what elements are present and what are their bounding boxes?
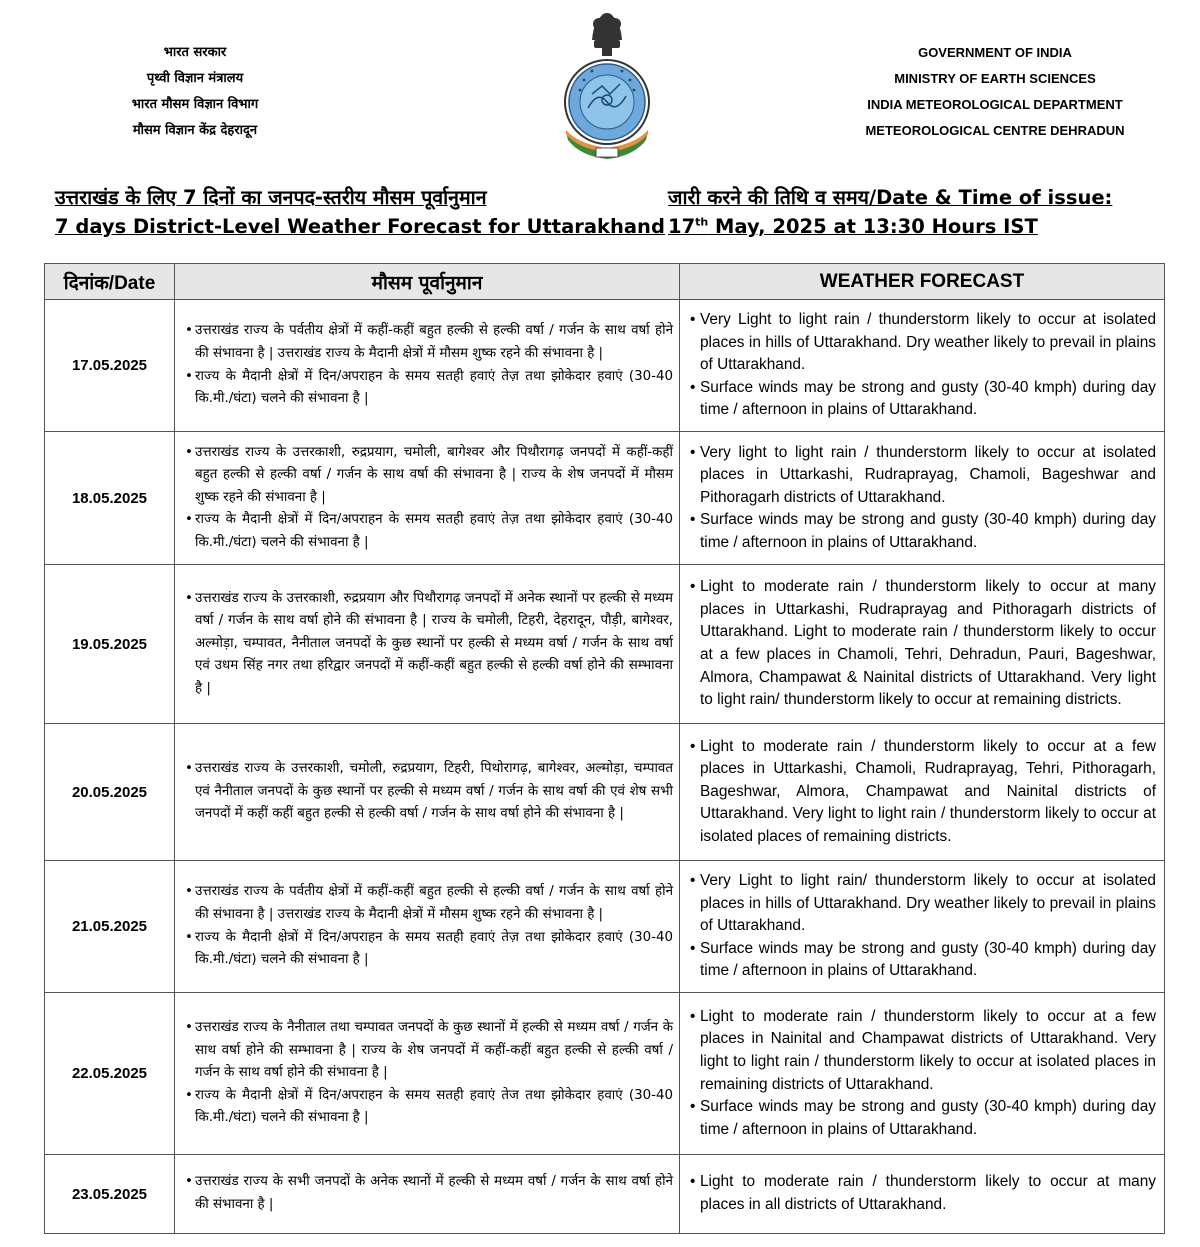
forecast-date: 21.05.2025 — [45, 861, 175, 993]
header-weather-forecast: WEATHER FORECAST — [680, 264, 1165, 300]
forecast-text: उत्तराखंड राज्य के उत्तरकाशी, रुद्रप्रयाग और पिथौरागढ़ जनपदों में अनेक स्थानों पर हल्की से मध्यम वर्षा / गर्जन के साथ वर्षा होने की संभावना है | राज्य के चमोली, टिहरी, देहरादून, पौड़ी, बागेश्वर, अल्मोड़ा, चम्पावत, नैनीताल जनपदों के कुछ स्थानों पर हल्की से मध्यम वर्षा / गर्जन के साथ वर्षा एवं उधम सिंह नगर तथा हरिद्वार जनपदों में कहीं-कहीं बहुत हल्की से हल्की वर्षा होने की सम्भावना है | — [195, 590, 673, 696]
forecast-text: Surface winds may be strong and gusty (30-40 kmph) during day time / afternoon in plains of Uttarakhand. — [700, 511, 1156, 551]
title-hindi: उत्तराखंड के लिए 7 दिनों का जनपद-स्तरीय मौसम पूर्वानुमान — [55, 186, 487, 209]
table-body — [45, 300, 1165, 1234]
forecast-text: Surface winds may be strong and gusty (30-40 kmph) during day time / afternoon in plains of Uttarakhand. — [700, 1098, 1156, 1138]
table-row — [45, 565, 1165, 724]
header-english — [850, 40, 1140, 144]
forecast-date: 23.05.2025 — [45, 1155, 175, 1234]
header-english-line: GOVERNMENT OF INDIA — [918, 45, 1072, 60]
forecast-text: उत्तराखंड राज्य के सभी जनपदों के अनेक स्थानों में हल्की से मध्यम वर्षा / गर्जन के साथ वर्षा होने की संभावना है | — [195, 1174, 673, 1212]
forecast-text: Very Light to light rain / thunderstorm likely to occur at isolated places in hills of Uttarakhand. Dry weather likely to prevail in plains of Uttarakhand. — [700, 311, 1156, 374]
bullet-icon: • — [185, 1087, 193, 1103]
bullet-icon: • — [690, 578, 696, 596]
forecast-item — [185, 758, 673, 826]
table-row — [45, 432, 1165, 565]
forecast-hindi — [175, 724, 680, 861]
forecast-english — [680, 861, 1165, 993]
header-english-line: INDIA METEOROLOGICAL DEPARTMENT — [867, 97, 1123, 112]
title-english: 7 days District-Level Weather Forecast for Uttarakhand — [55, 215, 665, 238]
forecast-text: राज्य के मैदानी क्षेत्रों में दिन/अपराहन के समय सतही हवाएं तेज़ तथा झोकेदार हवाएं (30-40 कि.मी./घंटा) चलने की संभावना है | — [195, 368, 673, 407]
forecast-english — [680, 724, 1165, 861]
header-english-line: METEOROLOGICAL CENTRE DEHRADUN — [865, 123, 1125, 138]
bullet-icon: • — [690, 443, 696, 461]
table-row — [45, 724, 1165, 861]
issue-label: जारी करने की तिथि व समय/Date & Time of issue: — [668, 186, 1113, 209]
bullet-icon: • — [690, 511, 696, 529]
table-row — [45, 993, 1165, 1155]
forecast-text: Very Light to light rain/ thunderstorm likely to occur at isolated places in hills of Uttarakhand. Dry weather likely to prevail in plains of Uttarakhand. — [700, 872, 1156, 935]
bullet-icon: • — [690, 939, 696, 957]
bullet-icon: • — [690, 737, 696, 755]
header-hindi-line: भारत सरकार — [163, 45, 227, 60]
forecast-english — [680, 993, 1165, 1155]
forecast-text: Very light to light rain / thunderstorm likely to occur at isolated places in Uttarkashi, Rudraprayag, Chamoli, Bageshwar and Pithoragarh districts of Uttarakhand. — [700, 443, 1156, 506]
header-hindi — [70, 40, 320, 144]
forecast-item — [185, 927, 673, 972]
forecast-hindi — [175, 300, 680, 432]
forecast-english — [680, 432, 1165, 565]
table-row — [45, 861, 1165, 993]
forecast-text: उत्तराखंड राज्य के उत्तरकाशी, रुद्रप्रयाग, चमोली, बागेश्वर और पिथौरागढ़ जनपदों में कहीं-कहीं बहुत हल्की से हल्की वर्षा / गर्जन के साथ वर्षा की संभावना है | राज्य के शेष जनपदों में मौसम शुष्क रहने की संभावना है | — [195, 444, 673, 505]
forecast-item — [185, 366, 673, 411]
forecast-hindi — [175, 993, 680, 1155]
forecast-item — [185, 1171, 673, 1216]
bullet-icon: • — [185, 590, 193, 606]
forecast-item — [185, 588, 673, 701]
forecast-item — [690, 736, 1156, 849]
forecast-item — [690, 309, 1156, 377]
bullet-icon: • — [690, 1098, 696, 1116]
bullet-icon: • — [185, 761, 193, 777]
forecast-title — [55, 183, 665, 241]
header-hindi-line: पृथ्वी विज्ञान मंत्रालय — [146, 71, 244, 86]
bullet-icon: • — [185, 1020, 193, 1036]
forecast-item — [185, 509, 673, 554]
header-hindi-forecast: मौसम पूर्वानुमान — [175, 264, 680, 300]
issue-day: 17 — [668, 215, 696, 238]
forecast-text: Surface winds may be strong and gusty (30-40 kmph) during day time / afternoon in plains of Uttarakhand. — [700, 378, 1156, 419]
forecast-text: Light to moderate rain / thunderstorm likely to occur at many places in all districts of Uttarakhand. — [700, 1173, 1156, 1213]
forecast-text: उत्तराखंड राज्य के पर्वतीय क्षेत्रों में कहीं-कहीं बहुत हल्की से हल्की वर्षा / गर्जन के साथ वर्षा होने की संभावना है | उत्तराखंड राज्य के मैदानी क्षेत्रों में मौसम शुष्क रहने की संभावना है | — [195, 323, 673, 361]
forecast-english — [680, 565, 1165, 724]
forecast-text: उत्तराखंड राज्य के उत्तरकाशी, चमोली, रुद्रप्रयाग, टिहरी, पिथोरागढ़, बागेश्वर, अल्मोड़ा, चम्पावत एवं नैनीताल जनपदों के कुछ स्थानों पर हल्की से मध्यम वर्षा / गर्जन के साथ वर्षा की एवं शेष सभी जनपदों में कहीं कहीं बहुत हल्की से हल्की वर्षा / गर्जन के साथ वर्षा होने की संभावना है | — [195, 761, 673, 822]
bullet-icon: • — [185, 884, 193, 900]
forecast-item — [690, 1006, 1156, 1096]
forecast-item — [690, 1096, 1156, 1141]
header-hindi-line: भारत मौसम विज्ञान विभाग — [131, 97, 259, 112]
header-english-line: MINISTRY OF EARTH SCIENCES — [894, 71, 1096, 86]
header-date: दिनांक/Date — [45, 264, 175, 300]
forecast-text: राज्य के मैदानी क्षेत्रों में दिन/अपराहन के समय सतही हवाएं तेज तथा झोकेदार हवाएं (30-40 कि.मी./घंटा) चलने की संभावना है | — [195, 1087, 673, 1126]
forecast-item — [185, 1085, 673, 1130]
forecast-item — [690, 870, 1156, 938]
forecast-text: उत्तराखंड राज्य के पर्वतीय क्षेत्रों में कहीं-कहीं बहुत हल्की से हल्की वर्षा / गर्जन के साथ वर्षा होने की संभावना है | उत्तराखंड राज्य के मैदानी क्षेत्रों में मौसम शुष्क रहने की संभावना है | — [195, 884, 673, 922]
header-hindi-line: मौसम विज्ञान केंद्र देहरादून — [132, 123, 258, 138]
bullet-icon: • — [690, 311, 696, 329]
forecast-date: 19.05.2025 — [45, 565, 175, 724]
bullet-icon: • — [185, 368, 193, 384]
forecast-item — [185, 320, 673, 365]
forecast-text: राज्य के मैदानी क्षेत्रों में दिन/अपराहन के समय सतही हवाएं तेज़ तथा झोकेदार हवाएं (30-40 कि.मी./घंटा) चलने की संभावना है | — [195, 512, 673, 550]
table-row — [45, 1155, 1165, 1234]
forecast-text: Surface winds may be strong and gusty (30-40 kmph) during day time / afternoon in plains of Uttarakhand. — [700, 939, 1156, 980]
forecast-date: 22.05.2025 — [45, 993, 175, 1155]
forecast-text: उत्तराखंड राज्य के नैनीताल तथा चम्पावत जनपदों के कुछ स्थानों में हल्की से मध्यम वर्षा / गर्जन के साथ वर्षा होने की सम्भावना है | राज्य के शेष जनपदों में कहीं-कहीं बहुत हल्की से हल्की वर्षा / गर्जन के साथ वर्षा होने की संभावना है | — [195, 1020, 673, 1081]
forecast-item — [690, 576, 1156, 712]
forecast-item — [690, 377, 1156, 422]
issue-day-suffix: th — [695, 215, 709, 229]
forecast-table — [44, 263, 1165, 1234]
forecast-text: Light to moderate rain / thunderstorm likely to occur at a few places in Nainital and Champawat districts of Uttarakhand. Very light to light rain / thunderstorm likely to occur at isolated places in remaining districts of Uttarakhand. — [700, 1007, 1156, 1093]
bullet-icon: • — [690, 872, 696, 890]
national-emblem-icon — [558, 10, 656, 160]
issue-info — [668, 183, 1112, 241]
bullet-icon: • — [185, 1174, 193, 1190]
bullet-icon: • — [185, 929, 193, 945]
bullet-icon: • — [690, 1007, 696, 1025]
forecast-english — [680, 1155, 1165, 1234]
forecast-item — [185, 1017, 673, 1085]
bullet-icon: • — [690, 1173, 696, 1191]
forecast-item — [690, 1171, 1156, 1216]
forecast-item — [690, 509, 1156, 554]
imd-logo — [558, 10, 656, 160]
forecast-date: 20.05.2025 — [45, 724, 175, 861]
forecast-hindi — [175, 565, 680, 724]
forecast-hindi — [175, 1155, 680, 1234]
bullet-icon: • — [185, 323, 193, 339]
forecast-text: राज्य के मैदानी क्षेत्रों में दिन/अपराहन के समय सतही हवाएं तेज़ तथा झोकेदार हवाएं (30-40 कि.मी./घंटा) चलने की संभावना है | — [195, 929, 673, 968]
table-row — [45, 300, 1165, 432]
forecast-text: Light to moderate rain / thunderstorm likely to occur at many places in Uttarkashi, Rudraprayag and Pithoragarh districts of Uttarakhand. Light to moderate rain / thunderstorm likely to occur at a few places in Chamoli, Tehri, Dehradun, Pauri, Bageshwar, Almora, Champawat & Nainital districts of Uttarakhand. Very light to light rain/ thunderstorm likely to occur at remaining districts. — [700, 578, 1156, 709]
table-header-row — [45, 264, 1165, 300]
forecast-text: Light to moderate rain / thunderstorm likely to occur at a few places in Uttarkashi, Chamoli, Rudraprayag, Tehri, Pithoragarh, Bageshwar, Almora, Champawat and Nainital districts of Uttarakhand. Very light to light rain / thunderstorm likely to occur at isolated places of remaining districts. — [700, 737, 1156, 845]
forecast-hindi — [175, 432, 680, 565]
forecast-date: 17.05.2025 — [45, 300, 175, 432]
bullet-icon: • — [185, 512, 193, 528]
bullet-icon: • — [185, 444, 193, 460]
forecast-hindi — [175, 861, 680, 993]
forecast-item — [690, 442, 1156, 510]
forecast-item — [185, 442, 673, 510]
issue-rest: May, 2025 at 13:30 Hours IST — [708, 215, 1038, 238]
forecast-item — [690, 938, 1156, 983]
forecast-date: 18.05.2025 — [45, 432, 175, 565]
bullet-icon: • — [690, 378, 696, 396]
issue-datetime — [668, 212, 1112, 241]
forecast-english — [680, 300, 1165, 432]
forecast-item — [185, 881, 673, 926]
